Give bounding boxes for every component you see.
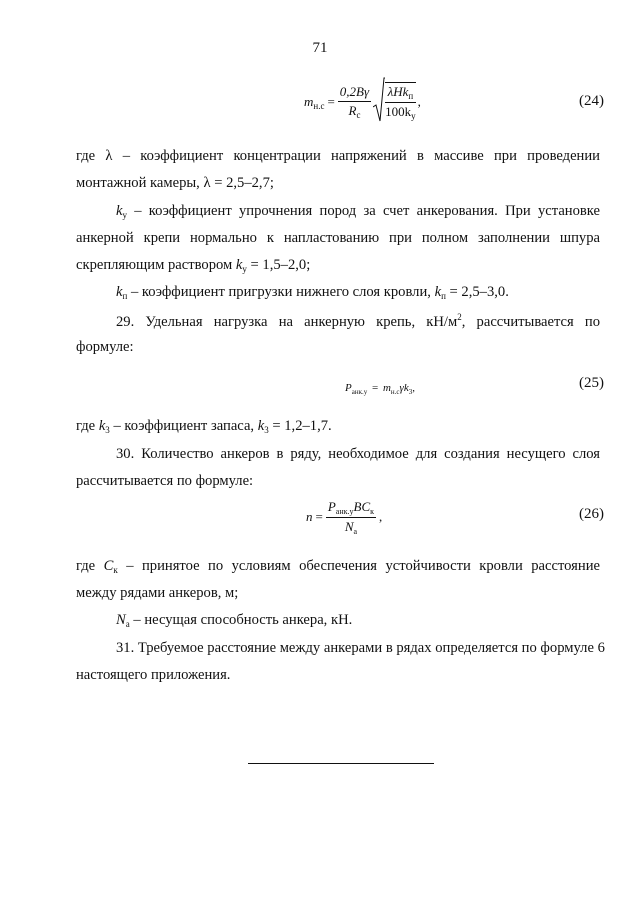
- eq24-sqrt-num-sub: п: [408, 91, 414, 101]
- eq25-rhs-sub: н.с: [390, 388, 400, 396]
- eq26-den: N: [344, 518, 354, 534]
- p2-var: k: [116, 203, 123, 219]
- p5-var: k: [98, 418, 106, 434]
- end-rule: [248, 763, 434, 764]
- p2-sub: у: [122, 210, 127, 220]
- p3-var2: k: [434, 284, 442, 300]
- eq25-rhs-mid: γk: [399, 382, 409, 394]
- p5-sub: 3: [105, 425, 110, 435]
- p8-sub: а: [125, 619, 130, 629]
- p7-var: C: [103, 558, 114, 574]
- p3-line: [116, 284, 509, 301]
- p4-line1-sup: 2: [457, 312, 462, 322]
- eq24-lhs-sub: н.с: [313, 100, 325, 111]
- eq24-sqrt-num: λHk: [387, 84, 409, 99]
- p3-sub2: п: [441, 291, 446, 301]
- eq24-lhs: m: [304, 93, 314, 109]
- eq25-rhs: m: [382, 382, 391, 394]
- p4-line1: [116, 312, 600, 331]
- p7-sub: к: [113, 565, 118, 575]
- p3-sub: п: [122, 291, 128, 301]
- p4-line1-pre: 29. Удельная нагрузка на анкерную крепь, кН/м: [116, 313, 458, 330]
- p3-mid: – коэффициент пригрузки нижнего слоя кровли,: [127, 284, 435, 300]
- p1-line1: где λ – коэффициент концентрации напряжений в массиве при проведении: [76, 148, 600, 164]
- p2-line1: [116, 203, 600, 220]
- sqrt-icon: [373, 77, 385, 127]
- p7-line1-rest: – принятое по условиям обеспечения устойчивости кровли расстояние: [117, 558, 600, 574]
- eq25-lhs-sub: анк.у: [351, 388, 368, 396]
- eq26-den-sub: а: [353, 526, 358, 536]
- eq24-den-sub: с: [356, 110, 361, 120]
- p5-post: = 1,2–1,7.: [268, 418, 332, 434]
- p8-var: N: [116, 612, 126, 628]
- p5-sub2: 3: [264, 425, 269, 435]
- eq26-number: (26): [579, 506, 604, 522]
- p7-line1: [76, 558, 600, 575]
- p6-line1: 30. Количество анкеров в ряду, необходимое для создания несущего слоя: [116, 446, 600, 462]
- p7-pre: где: [76, 558, 104, 574]
- p5-mid: – коэффициент запаса,: [109, 418, 258, 434]
- p9-line2: настоящего приложения.: [76, 667, 231, 683]
- p5-line: [76, 418, 332, 435]
- equation-25: [345, 382, 415, 396]
- eq24-number: (24): [579, 93, 604, 109]
- p5-var2: k: [257, 418, 265, 434]
- p2-line1-text: – коэффициент упрочнения пород за счет анкерования. При установке: [126, 203, 600, 219]
- eq24-sqrt-fraction: [385, 82, 416, 121]
- eq26-equals: =: [315, 509, 323, 524]
- p3-post: = 2,5–3,0.: [445, 284, 509, 300]
- p3-var: k: [116, 284, 123, 300]
- eq26-fraction: [326, 499, 376, 536]
- p2-line3: [76, 257, 310, 274]
- p1-line2: монтажной камеры, λ = 2,5–2,7;: [76, 175, 274, 191]
- eq26-num-rest: BC: [353, 498, 371, 514]
- eq25-tail: ,: [412, 382, 415, 394]
- p2-line3-sub: у: [242, 264, 247, 274]
- p4-line1-post: , рассчитывается по: [461, 313, 600, 330]
- equation-26: [306, 496, 382, 538]
- eq26-num-rest-sub: к: [370, 506, 375, 516]
- eq26-num-p: P: [327, 498, 336, 514]
- p2-line3-var: k: [235, 257, 243, 273]
- p6-line2: рассчитывается по формуле:: [76, 473, 254, 489]
- page-number: 71: [312, 40, 328, 56]
- eq25-number: (25): [579, 375, 604, 391]
- p2-line2: анкерной крепи нормально к напластованию при полном заполнении шпура: [76, 230, 600, 246]
- eq25-lhs: P: [345, 382, 352, 394]
- p9-line1: 31. Требуемое расстояние между анкерами в рядах определяется по формуле 6: [116, 640, 605, 656]
- equation-24: [304, 78, 421, 126]
- p2-line3-post: = 1,5–2,0;: [246, 257, 311, 273]
- eq24-equals: =: [327, 94, 335, 109]
- eq24-sqrt-den: 100k: [385, 104, 412, 119]
- eq24-denominator: R: [348, 103, 357, 118]
- eq25-rhs-sub2: 3: [408, 388, 413, 396]
- p2-line3-pre: скрепляющим раствором: [76, 257, 236, 273]
- p7-line2: между рядами анкеров, м;: [76, 585, 239, 601]
- eq25-equals: =: [372, 382, 379, 394]
- p5-pre: где: [76, 418, 99, 434]
- eq24-sqrt-den-sub: у: [411, 111, 416, 121]
- p8-rest: – несущая способность анкера, кН.: [129, 612, 353, 628]
- p8-line: [116, 612, 352, 629]
- eq24-tail: ,: [417, 94, 421, 109]
- eq26-num-p-sub: анк.у: [335, 506, 354, 516]
- eq24-numerator: 0,2Bγ: [339, 84, 370, 99]
- p4-line2: формуле:: [76, 339, 134, 355]
- eq26-lhs: n: [306, 509, 313, 524]
- eq26-tail: ,: [379, 509, 383, 524]
- eq24-fraction: [338, 84, 371, 120]
